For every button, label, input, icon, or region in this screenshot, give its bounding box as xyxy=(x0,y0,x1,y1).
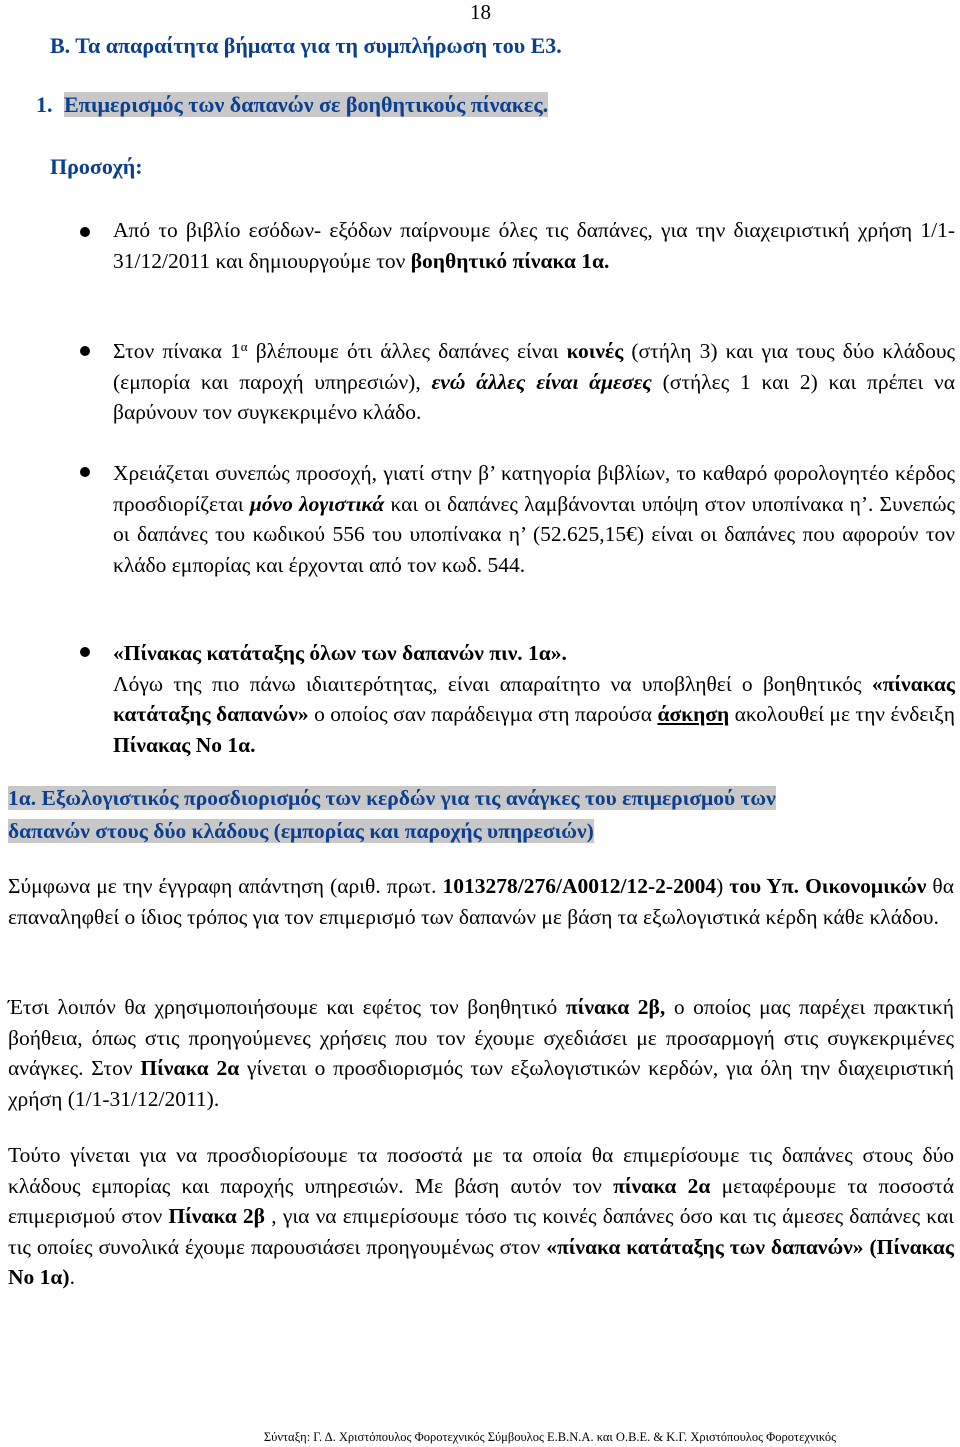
step-1-number: 1. xyxy=(36,92,53,117)
bold-run: πίνακα 2β, xyxy=(565,995,666,1019)
paragraph-2 xyxy=(8,992,954,1114)
text-run: ) xyxy=(716,874,730,898)
bold-run: κοινές xyxy=(566,339,624,363)
bullet-paragraph-1 xyxy=(113,215,955,276)
bullet-dot xyxy=(80,467,90,477)
bullet-dot xyxy=(80,647,90,657)
bullet-dot xyxy=(80,346,90,356)
bold-run: Πίνακας Νο 1α. xyxy=(113,732,256,757)
text-run: γίνεται ο προσδιορισμός των εξωλογιστικών κερδών, για όλη την διαχειριστική χρήση (1/1-31/12/2011). xyxy=(8,1056,955,1111)
text-run: (στήλη 3) και για τους δύο κλάδους (εμπορία και παροχή υπηρεσιών), xyxy=(113,339,955,394)
text-run: Έτσι λοιπόν θα χρησιμοποιήσουμε και εφέτος τον βοηθητικό xyxy=(8,995,566,1019)
bullet-paragraph-4 xyxy=(113,638,955,760)
bullet-dot xyxy=(80,227,90,237)
step-1-title: Επιμερισμός των δαπανών σε βοηθητικούς πίνακες. xyxy=(64,92,549,117)
bold-run: βοηθητικό πίνακα 1α. xyxy=(410,248,610,273)
bold-italic-run: μόνο λογιστικά xyxy=(249,491,385,516)
text-run: (στήλες 1 και 2) και πρέπει να βαρύνουν τον συγκεκριμένο κλάδο. xyxy=(113,369,955,424)
section-1a-heading xyxy=(8,782,954,848)
bold-run: «πίνακας κατάταξης δαπανών» xyxy=(113,671,955,726)
step-1-heading xyxy=(36,92,548,118)
text-run: και οι δαπάνες λαμβάνονται υπόψη στον υποπίνακα η’. Συνεπώς οι δαπάνες του κωδικού 556 του υποπίνακα η’ (52.625,15€) είναι οι δαπάνες που αφορούν τον κλάδο εμπορίας και έρχονται από τον κωδ. 544. xyxy=(113,491,955,577)
text-run: Τούτο γίνεται για να προσδιορίσουμε τα ποσοστά με τα οποία θα επιμερίσουμε τις δαπάνες στους δύο κλάδους εμπορίας και παροχής υπηρεσιών. Με βάση αυτόν τον xyxy=(8,1143,954,1198)
bullet-paragraph-2 xyxy=(113,336,955,428)
page-number: 18 xyxy=(470,0,491,24)
text-run: θα επαναληφθεί ο ίδιος τρόπος για τον επιμερισμό των δαπανών με βάση τα εξωλογιστικά κέρδη κάθε κλάδου. xyxy=(8,874,954,929)
text-run: . xyxy=(69,1265,75,1289)
text-run: Στον πίνακα 1 xyxy=(113,339,241,363)
text-run: Χρειάζεται συνεπώς προσοχή, γιατί στην β’ κατηγορία βιβλίων, το καθαρό φορολογητέο κέρδος προσδιορίζεται xyxy=(113,461,955,516)
bold-run: «πίνακα κατάταξης των δαπανών» (Πίνακας Νο 1α) xyxy=(8,1234,955,1289)
paragraph-1 xyxy=(8,871,954,932)
bold-run: «Πίνακας κατάταξης όλων των δαπανών πιν. 1α». xyxy=(113,641,567,665)
text-run: Σύμφωνα με την έγγραφη απάντηση (αριθ. πρωτ. xyxy=(8,874,443,898)
bold-run: 1013278/276/Α0012/12-2-2004 xyxy=(442,874,717,898)
bold-run: του Υπ. Οικονομικών xyxy=(729,874,927,898)
bold-underlined-run: άσκηση xyxy=(657,702,730,726)
text-run: βλέπουμε ότι άλλες δαπάνες είναι xyxy=(247,339,567,363)
bold-run: πίνακα 2α xyxy=(613,1173,711,1198)
text-run: μεταφέρουμε τα ποσοστά επιμερισμού στον xyxy=(8,1173,954,1228)
text-run: Από το βιβλίο εσόδων- εξόδων παίρνουμε όλες τις δαπάνες, για την διαχειριστική χρήση 1/1-31/12/2011 και δημιουργούμε τον xyxy=(113,218,955,273)
text-run: Λόγω της πιο πάνω ιδιαιτερότητας, είναι απαραίτητο να υποβληθεί ο βοηθητικός xyxy=(113,671,872,696)
text-run: , για να επιμερίσουμε τόσο τις κοινές δαπάνες όσο και τις άμεσες δαπάνες και τις οποίες συνολικά έχουμε παρουσιάσει προηγουμένως στον xyxy=(8,1204,954,1259)
section-1a-line-1: 1α. Εξωλογιστικός προσδιορισμός των κερδών για τις ανάγκες του επιμερισμού των xyxy=(8,786,776,810)
bullet-paragraph-3 xyxy=(113,458,955,580)
superscript: α xyxy=(240,339,248,354)
section-heading-b: Β. Τα απαραίτητα βήματα για τη συμπλήρωση του Ε3. xyxy=(50,33,562,58)
bold-run: Πίνακα 2β xyxy=(168,1204,265,1228)
bold-italic-run: ενώ άλλες είναι άμεσες xyxy=(431,369,652,394)
text-run: ο οποίος μας παρέχει πρακτική βοήθεια, όπως στις προηγούμενες χρήσεις που τον έχουμε σχεδιάσει με προσαρμογή στις συγκεκριμένες ανάγκες. Στον xyxy=(8,995,954,1080)
text-run: ακολουθεί με την ένδειξη xyxy=(729,702,956,726)
paragraph-3 xyxy=(8,1140,954,1293)
text-run: ο οποίος σαν παράδειγμα στη παρούσα xyxy=(308,702,658,726)
bold-run: Πίνακα 2α xyxy=(140,1056,240,1080)
page-footer: Σύνταξη: Γ. Δ. Χριστόπουλος Φοροτεχνικός Σύμβουλος Ε.Β.Ν.Α. και Ο.Β.Ε. & Κ.Γ. Χριστόπουλος Φοροτεχνικός xyxy=(263,1430,837,1444)
attention-label: Προσοχή: xyxy=(50,154,143,179)
section-1a-line-2: δαπανών στους δύο κλάδους (εμπορίας και παροχής υπηρεσιών) xyxy=(8,819,594,843)
